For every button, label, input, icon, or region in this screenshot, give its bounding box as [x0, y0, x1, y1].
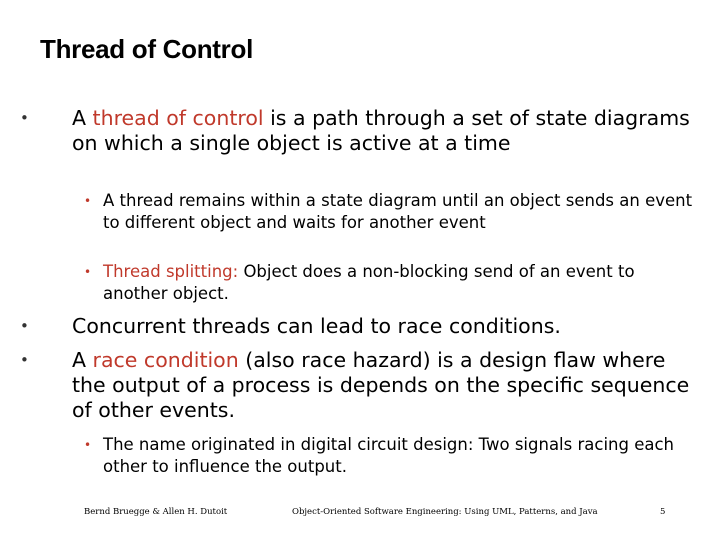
bullet-race-condition — [20, 348, 700, 423]
bullet-dot-icon: • — [20, 109, 29, 127]
bullet-text: The name originated in digital circuit design: Two signals racing each other to influence the output. — [103, 435, 675, 476]
subbullet-thread-splitting — [84, 261, 704, 305]
bullet-dot-icon: • — [84, 265, 92, 279]
footer-authors: Bernd Bruegge & Allen H. Dutoit — [84, 507, 228, 517]
bullet-concurrent-threads — [20, 314, 700, 339]
bullet-text: A thread remains within a state diagram until an object sends an event to different object and waits for another event — [103, 191, 693, 232]
footer-book-title: Object-Oriented Software Engineering: Using UML, Patterns, and Java — [292, 507, 598, 517]
bullet-text: A thread of control is a path through a set of state diagrams on which a single object is active at a time — [72, 106, 690, 155]
bullet-text: Thread splitting: Object does a non-blocking send of an event to another object. — [103, 262, 635, 303]
highlight-term: race condition — [92, 348, 246, 372]
footer-page-number: 5 — [660, 507, 666, 517]
subbullet-name-origin — [84, 434, 704, 478]
bullet-dot-icon: • — [20, 317, 29, 335]
bullet-thread-of-control — [20, 106, 700, 156]
bullet-dot-icon: • — [20, 351, 29, 369]
subbullet-thread-remains — [84, 190, 704, 234]
bullet-dot-icon: • — [84, 194, 92, 208]
bullet-text: Concurrent threads can lead to race conditions. — [72, 314, 561, 338]
slide-title: Thread of Control — [40, 34, 253, 64]
bullet-dot-icon: • — [84, 438, 92, 452]
highlight-term: Thread splitting: — [103, 262, 239, 281]
bullet-text: A race condition (also race hazard) is a design flaw where the output of a process is depends on the specific sequence of other events. — [72, 348, 690, 422]
highlight-term: thread of control — [92, 106, 264, 130]
